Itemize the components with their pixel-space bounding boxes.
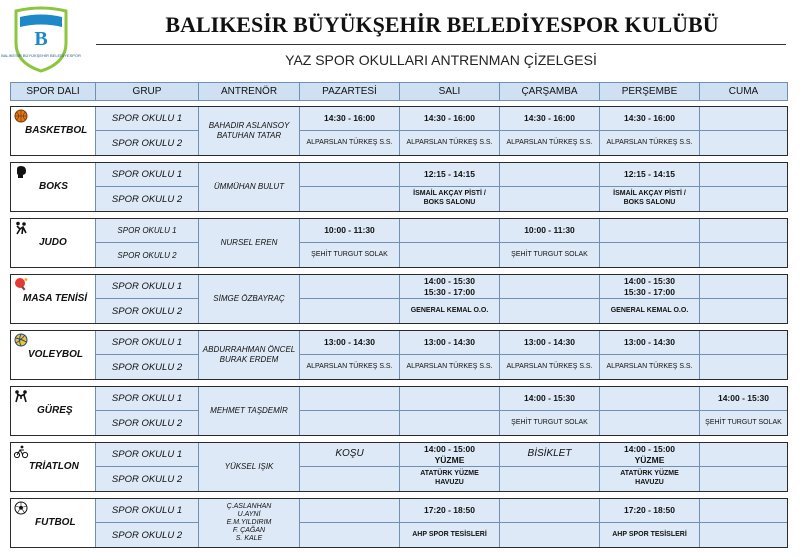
group-2: SPOR OKULU 2 (96, 355, 199, 379)
time-slot: 14:00 - 15:30 (623, 275, 676, 286)
group-2: SPOR OKULU 2 (96, 187, 199, 211)
page-subtitle: YAZ SPOR OKULLARI ANTRENMAN ÇİZELGESİ (285, 52, 597, 68)
carsamba-time (500, 443, 600, 467)
sport-block-boks (10, 162, 788, 212)
venue-line: ATATÜRK YÜZME (620, 470, 679, 478)
sport-block-gures (10, 386, 788, 436)
sport-block-triatlon (10, 442, 788, 492)
pazartesi-venue: ALPARSLAN TÜRKEŞ S.S. (300, 131, 400, 155)
group-1: SPOR OKULU 1 (96, 387, 199, 411)
sport-name-cell (11, 499, 96, 547)
wrestling-icon (14, 389, 28, 403)
cuma-venue (700, 467, 787, 491)
persembe-venue: AHP SPOR TESİSLERİ (600, 523, 700, 547)
venue-line: İSMAİL AKÇAY PİSTİ / (613, 190, 686, 198)
cuma-time (700, 163, 787, 187)
coach-cell (199, 443, 300, 491)
coach-name: NURSEL EREN (220, 237, 278, 247)
sali-time: 12:15 - 14:15 (400, 163, 500, 187)
sport-name: BOKS (39, 181, 68, 192)
col-grup: GRUP (96, 83, 199, 100)
carsamba-venue: ŞEHİT TURGUT SOLAK (500, 243, 600, 267)
boxing-glove-icon (14, 165, 28, 179)
pazartesi-time (300, 275, 400, 299)
persembe-venue (600, 187, 700, 211)
pazartesi-time (300, 443, 400, 467)
persembe-venue: ALPARSLAN TÜRKEŞ S.S. (600, 131, 700, 155)
group-1: SPOR OKULU 1 (96, 163, 199, 187)
persembe-time: 14:30 - 16:00 (600, 107, 700, 131)
sport-name-cell (11, 443, 96, 491)
coach-name: ABDURRAHMAN ÖNCEL (202, 344, 296, 354)
sali-venue: ALPARSLAN TÜRKEŞ S.S. (400, 131, 500, 155)
coach-cell (199, 107, 300, 155)
sport-name-cell (11, 219, 96, 267)
venue-line: HAVUZU (635, 479, 664, 486)
basketball-icon (14, 109, 28, 123)
carsamba-venue: ALPARSLAN TÜRKEŞ S.S. (500, 131, 600, 155)
coach-cell (199, 331, 300, 379)
coach-name: Ç.ASLANHAN (226, 502, 272, 510)
pazartesi-time: 10:00 - 11:30 (300, 219, 400, 243)
title-divider (96, 44, 786, 45)
carsamba-venue (500, 187, 600, 211)
sport-name: FUTBOL (35, 517, 76, 528)
time-slot: 15:30 - 17:00 (423, 286, 476, 297)
sali-venue: GENERAL KEMAL O.O. (400, 299, 500, 323)
cuma-venue (700, 355, 787, 379)
sali-time (400, 275, 500, 299)
carsamba-time: 10:00 - 11:30 (500, 219, 600, 243)
carsamba-venue: ŞEHİT TURGUT SOLAK (500, 411, 600, 435)
coach-name: U.AYNİ (237, 510, 261, 518)
sali-venue (400, 243, 500, 267)
carsamba-time: 14:30 - 16:00 (500, 107, 600, 131)
pazartesi-venue (300, 299, 400, 323)
time-slot: 14:00 - 15:00 (623, 443, 676, 454)
carsamba-time (500, 275, 600, 299)
cuma-venue (700, 243, 787, 267)
cuma-time (700, 443, 787, 467)
venue-line: BOKS SALONU (423, 199, 476, 206)
persembe-venue (600, 411, 700, 435)
group-2: SPOR OKULU 2 (96, 467, 199, 491)
triathlon-icon (14, 445, 28, 459)
carsamba-time (500, 499, 600, 523)
judo-icon (14, 221, 28, 235)
cuma-venue: ŞEHİT TURGUT SOLAK (705, 418, 782, 426)
pazartesi-venue: ALPARSLAN TÜRKEŞ S.S. (300, 355, 400, 379)
cuma-time (700, 107, 787, 131)
coach-name: BAHADIR ASLANSOY (208, 120, 290, 130)
group-2: SPOR OKULU 2 (96, 243, 199, 267)
persembe-time (600, 387, 700, 411)
cuma-venue (700, 299, 787, 323)
sport-block-voleybol (10, 330, 788, 380)
sali-venue: AHP SPOR TESİSLERİ (400, 523, 500, 547)
activity-label: KOŞU (335, 448, 364, 460)
sali-time (400, 443, 500, 467)
coach-name: BURAK ERDEM (219, 355, 279, 364)
cuma-time (700, 219, 787, 243)
club-logo (1, 5, 81, 73)
sport-name-cell (11, 163, 96, 211)
coach-cell (199, 387, 300, 435)
venue-line: ATATÜRK YÜZME (420, 470, 479, 478)
cuma-time (700, 499, 787, 523)
pazartesi-venue (300, 187, 400, 211)
table-header-row (10, 82, 788, 101)
sport-name: TRİATLON (29, 461, 79, 472)
svg-text:B: B (34, 28, 48, 50)
carsamba-time: 13:00 - 14:30 (500, 331, 600, 355)
pazartesi-time: 14:30 - 16:00 (300, 107, 400, 131)
persembe-venue (600, 243, 700, 267)
group-1: SPOR OKULU 1 (96, 107, 199, 131)
time-slot: 14:00 - 15:00 (423, 443, 476, 454)
sport-name-cell (11, 107, 96, 155)
coach-name: BATUHAN TATAR (216, 131, 282, 140)
cuma-time (700, 331, 787, 355)
group-1: SPOR OKULU 1 (96, 331, 199, 355)
sport-name-cell (11, 275, 96, 323)
coach-name: F. ÇAĞAN (232, 527, 266, 535)
page-title: BALIKESİR BÜYÜKŞEHİR BELEDİYESPOR KULÜBÜ (165, 12, 719, 37)
coach-cell (199, 499, 300, 547)
col-sali: SALI (400, 83, 500, 100)
group-1: SPOR OKULU 1 (96, 443, 199, 467)
volleyball-icon (14, 333, 28, 347)
group-2: SPOR OKULU 2 (96, 411, 199, 435)
persembe-time (600, 275, 700, 299)
sali-venue: ALPARSLAN TÜRKEŞ S.S. (400, 355, 500, 379)
col-carsamba: ÇARŞAMBA (500, 83, 600, 100)
table-tennis-icon (14, 277, 28, 291)
col-antrenor: ANTRENÖR (199, 83, 300, 100)
group-1: SPOR OKULU 1 (96, 499, 199, 523)
group-1: SPOR OKULU 1 (96, 219, 199, 243)
pazartesi-venue (300, 523, 400, 547)
persembe-time: 17:20 - 18:50 (600, 499, 700, 523)
sport-name-cell (11, 331, 96, 379)
sali-time: 14:30 - 16:00 (400, 107, 500, 131)
sali-time: 17:20 - 18:50 (400, 499, 500, 523)
persembe-time: 13:00 - 14:30 (600, 331, 700, 355)
sport-name: GÜREŞ (37, 405, 73, 416)
coach-name: ÜMMÜHAN BULUT (213, 181, 285, 191)
group-2: SPOR OKULU 2 (96, 523, 199, 547)
col-spor-dali: SPOR DALI (11, 83, 96, 100)
sport-block-judo (10, 218, 788, 268)
pazartesi-time (300, 499, 400, 523)
persembe-time: 12:15 - 14:15 (600, 163, 700, 187)
persembe-venue: GENERAL KEMAL O.O. (600, 299, 700, 323)
col-persembe: PERŞEMBE (600, 83, 700, 100)
col-cuma: CUMA (728, 86, 759, 97)
venue-line: İSMAİL AKÇAY PİSTİ / (413, 190, 486, 198)
carsamba-venue (500, 299, 600, 323)
carsamba-time (500, 163, 600, 187)
pazartesi-time: 13:00 - 14:30 (300, 331, 400, 355)
sali-venue (400, 187, 500, 211)
pazartesi-time (300, 387, 400, 411)
sport-name: JUDO (39, 237, 67, 248)
persembe-time (600, 443, 700, 467)
sali-time: 13:00 - 14:30 (400, 331, 500, 355)
sport-block-basketbol (10, 106, 788, 156)
sali-venue (400, 467, 500, 491)
pazartesi-time (300, 163, 400, 187)
venue-line: HAVUZU (435, 479, 464, 486)
cuma-time: 14:00 - 15:30 (700, 387, 787, 411)
sport-block-masa-tenisi (10, 274, 788, 324)
group-2: SPOR OKULU 2 (96, 299, 199, 323)
pazartesi-venue: ŞEHİT TURGUT SOLAK (300, 243, 400, 267)
sport-name: VOLEYBOL (28, 349, 84, 360)
venue-line: BOKS SALONU (623, 199, 676, 206)
persembe-venue (600, 467, 700, 491)
coach-name: E.M.YILDIRIM (226, 518, 272, 526)
group-2: SPOR OKULU 2 (96, 131, 199, 155)
cuma-time (700, 275, 787, 299)
pazartesi-venue (300, 467, 400, 491)
svg-text:BALIKESİR BÜYÜKŞEHİR BELEDİYES: BALIKESİR BÜYÜKŞEHİR BELEDİYESPOR (1, 53, 81, 58)
carsamba-venue (500, 467, 600, 491)
cuma-venue (700, 131, 787, 155)
sport-block-futbol (10, 498, 788, 548)
coach-name: YÜKSEL IŞIK (224, 461, 274, 471)
coach-cell (199, 163, 300, 211)
time-slot: 15:30 - 17:00 (623, 286, 676, 297)
sport-name-cell (11, 387, 96, 435)
soccer-ball-icon (14, 501, 28, 515)
carsamba-venue (500, 523, 600, 547)
activity-label: BİSİKLET (527, 448, 572, 460)
group-1: SPOR OKULU 1 (96, 275, 199, 299)
pazartesi-venue (300, 411, 400, 435)
coach-cell (199, 219, 300, 267)
coach-name: SİMGE ÖZBAYRAÇ (213, 293, 285, 303)
coach-cell (199, 275, 300, 323)
sali-time (400, 387, 500, 411)
time-slot: 14:00 - 15:30 (423, 275, 476, 286)
coach-name: S. KALE (235, 535, 263, 543)
coach-name: MEHMET TAŞDEMİR (210, 405, 288, 415)
activity-label: YÜZME (634, 454, 665, 465)
col-pazartesi: PAZARTESİ (300, 83, 400, 100)
cuma-venue (700, 523, 787, 547)
sali-venue (400, 411, 500, 435)
sport-name: MASA TENİSİ (23, 293, 88, 304)
sali-time (400, 219, 500, 243)
carsamba-time: 14:00 - 15:30 (500, 387, 600, 411)
persembe-venue: ALPARSLAN TÜRKEŞ S.S. (600, 355, 700, 379)
persembe-time (600, 219, 700, 243)
sport-name: BASKETBOL (25, 125, 88, 136)
cuma-venue (700, 187, 787, 211)
carsamba-venue: ALPARSLAN TÜRKEŞ S.S. (500, 355, 600, 379)
activity-label: YÜZME (434, 454, 465, 465)
